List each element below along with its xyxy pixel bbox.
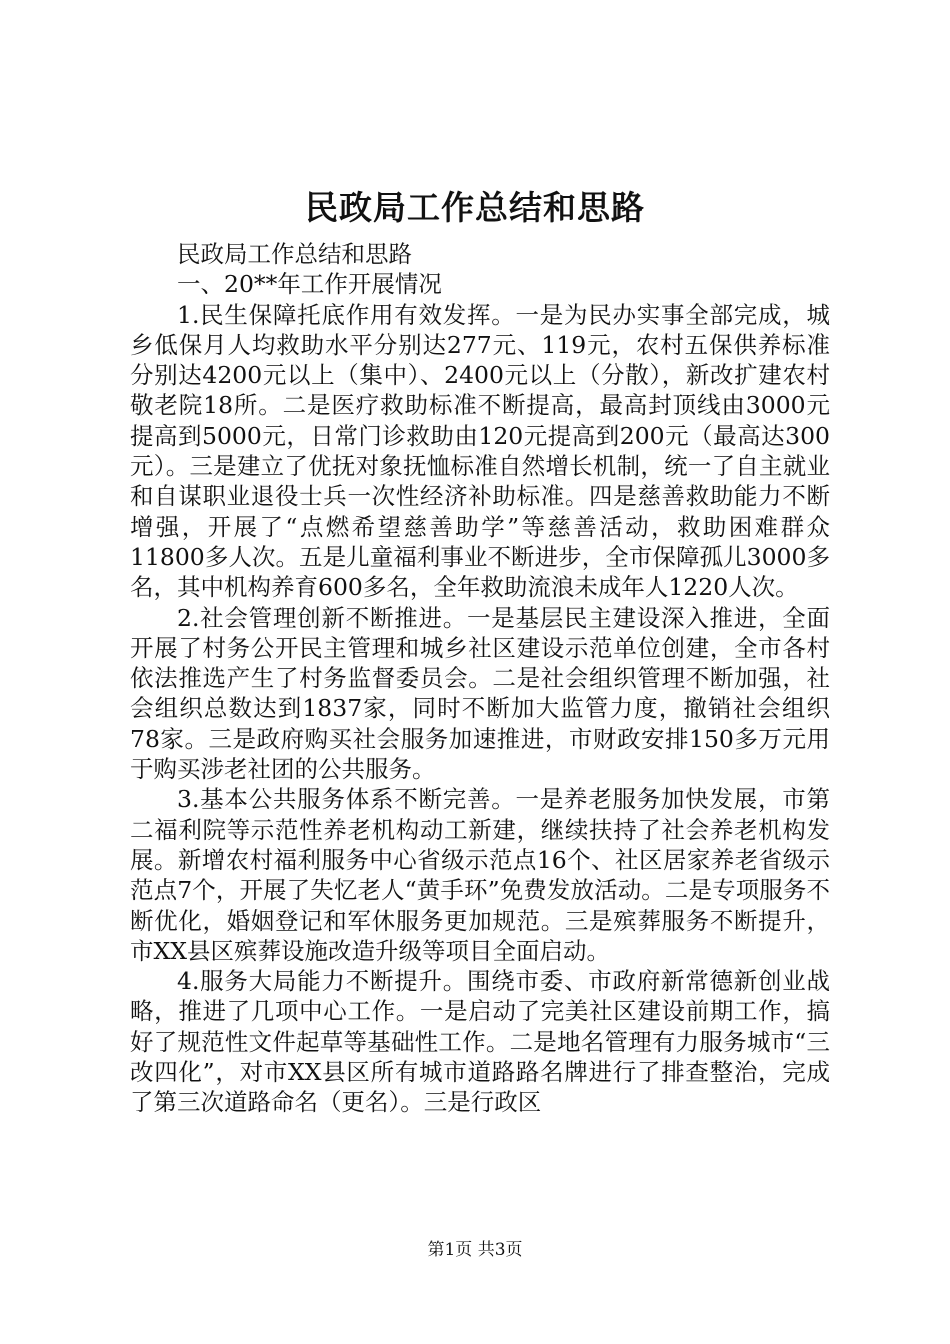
- page-number-footer: 第1页 共3页: [427, 1240, 523, 1260]
- document-title: 民政局工作总结和思路: [305, 188, 645, 227]
- paragraph-section-heading: 一、20**年工作开展情况: [177, 270, 442, 299]
- paragraph-item-1: 1.民生保障托底作用有效发挥。一是为民办实事全部完成，城乡低保月人均救助水平分别达277元、119元，农村五保供养标准分别达4200元以上（集中）、2400元以上（分散），新改扩建农村敬老院18所。二是医疗救助标准不断提高，最高封顶线由3000元提高到5000元，日常门诊救助由120元提高到200元（最高达300元）。三是建立了优抚对象抚恤标准自然增长机制，统一了自主就业和自谋职业退役士兵一次性经济补助标准。四是慈善救助能力不断增强，开展了“点燃希望慈善助学”等慈善活动，救助困难群众11800多人次。五是儿童福利事业不断进步，全市保障孤儿3000多名，其中机构养育600多名，全年救助流浪未成年人1220人次。: [130, 300, 830, 602]
- document-body: [130, 239, 830, 1118]
- paragraph-item-4: 4.服务大局能力不断提升。围绕市委、市政府新常德新创业战略，推进了几项中心工作。一是启动了完美社区建设前期工作，搞好了规范性文件起草等基础性工作。二是地名管理有力服务城市“三改四化”，对市XX县区所有城市道路路名牌进行了排查整治，完成了第三次道路命名（更名）。三是行政区: [130, 967, 830, 1117]
- paragraph-item-3: 3.基本公共服务体系不断完善。一是养老服务加快发展，市第二福利院等示范性养老机构动工新建，继续扶持了社会养老机构发展。新增农村福利服务中心省级示范点16个、社区居家养老省级示范点7个，开展了失忆老人“黄手环”免费发放活动。二是专项服务不断优化，婚姻登记和军休服务更加规范。三是殡葬服务不断提升，市XX县区殡葬设施改造升级等项目全面启动。: [130, 785, 830, 965]
- paragraph-subtitle: 民政局工作总结和思路: [177, 240, 412, 268]
- paragraph-item-2: 2.社会管理创新不断推进。一是基层民主建设深入推进，全面开展了村务公开民主管理和城乡社区建设示范单位创建，全市各村依法推选产生了村务监督委员会。二是社会组织管理不断加强，社会组织总数达到1837家，同时不断加大监管力度，撤销社会组织78家。三是政府购买社会服务加速推进，市财政安排150多万元用于购买涉老社团的公共服务。: [130, 603, 830, 784]
